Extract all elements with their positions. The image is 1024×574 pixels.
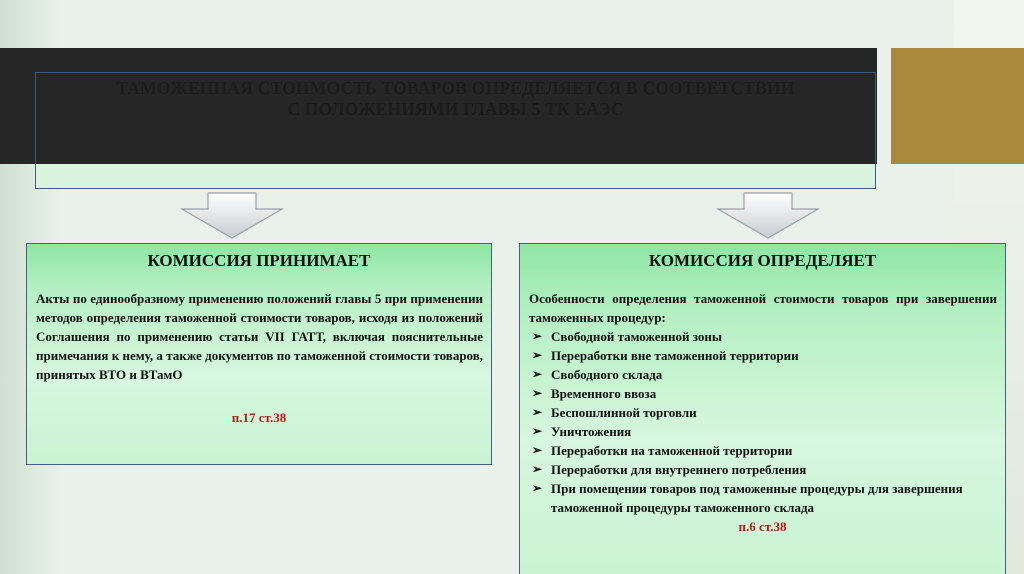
arrowhead-bullet-icon: ➢ [532,462,543,476]
down-arrow-icon [178,191,286,241]
list-item: ➢ При помещении товаров под таможенные процедуры для завершения таможенной процедуры таможенного склада [532,481,963,515]
down-arrow-icon [714,191,822,241]
legal-reference: п.6 ст.38 [738,519,787,534]
arrowhead-bullet-icon: ➢ [532,481,543,495]
commission-defines-panel [519,243,1006,574]
arrowhead-bullet-icon: ➢ [532,386,543,400]
list-item: ➢ Уничтожения [532,424,632,439]
arrowhead-bullet-icon: ➢ [532,329,543,343]
list-item: ➢ Беспошлинной торговли [532,405,697,420]
arrowhead-bullet-icon: ➢ [532,443,543,457]
list-item: ➢ Переработки для внутреннего потребления [532,462,807,477]
arrowhead-bullet-icon: ➢ [532,424,543,438]
list-item: ➢ Временного ввоза [532,386,657,401]
list-item: ➢ Свободного склада [532,367,663,382]
list-item: ➢ Свободной таможенной зоны [532,329,723,344]
arrowhead-bullet-icon: ➢ [532,405,543,419]
panel-title: КОМИССИЯ ПРИНИМАЕТ [147,251,371,270]
slide-title-line-2: С ПОЛОЖЕНИЯМИ ГЛАВЫ 5 ТК ЕАЭС [287,99,624,119]
commission-accepts-panel [26,243,492,465]
list-item: ➢ Переработки вне таможенной территории [532,348,799,363]
arrowhead-bullet-icon: ➢ [532,367,543,381]
header-gold-accent [891,48,1024,164]
panel-body-text: Акты по единообразному применению положений главы 5 при применении методов определения таможенной стоимости товаров, исходя из положений Соглашения по применению статьи VII ГАТТ, включая пояснительные примечания к нему, а также документов по таможенной стоимости товаров, принятых ВТО и ВТамО [36,291,483,382]
arrowhead-bullet-icon: ➢ [532,348,543,362]
slide-title [36,78,875,120]
panel-title: КОМИССИЯ ОПРЕДЕЛЯЕТ [648,251,877,270]
slide-title-line-1: ТАМОЖЕННАЯ СТОИМОСТЬ ТОВАРОВ ОПРЕДЕЛЯЕТСЯ В СООТВЕТСТВИИ [116,78,795,98]
legal-reference: п.17 ст.38 [231,410,287,425]
panel-body [529,289,997,517]
procedure-list [529,327,997,517]
panel-intro-text: Особенности определения таможенной стоимости товаров при завершении таможенных процедур: [529,291,997,325]
list-item: ➢ Переработки на таможенной территории [532,443,793,458]
